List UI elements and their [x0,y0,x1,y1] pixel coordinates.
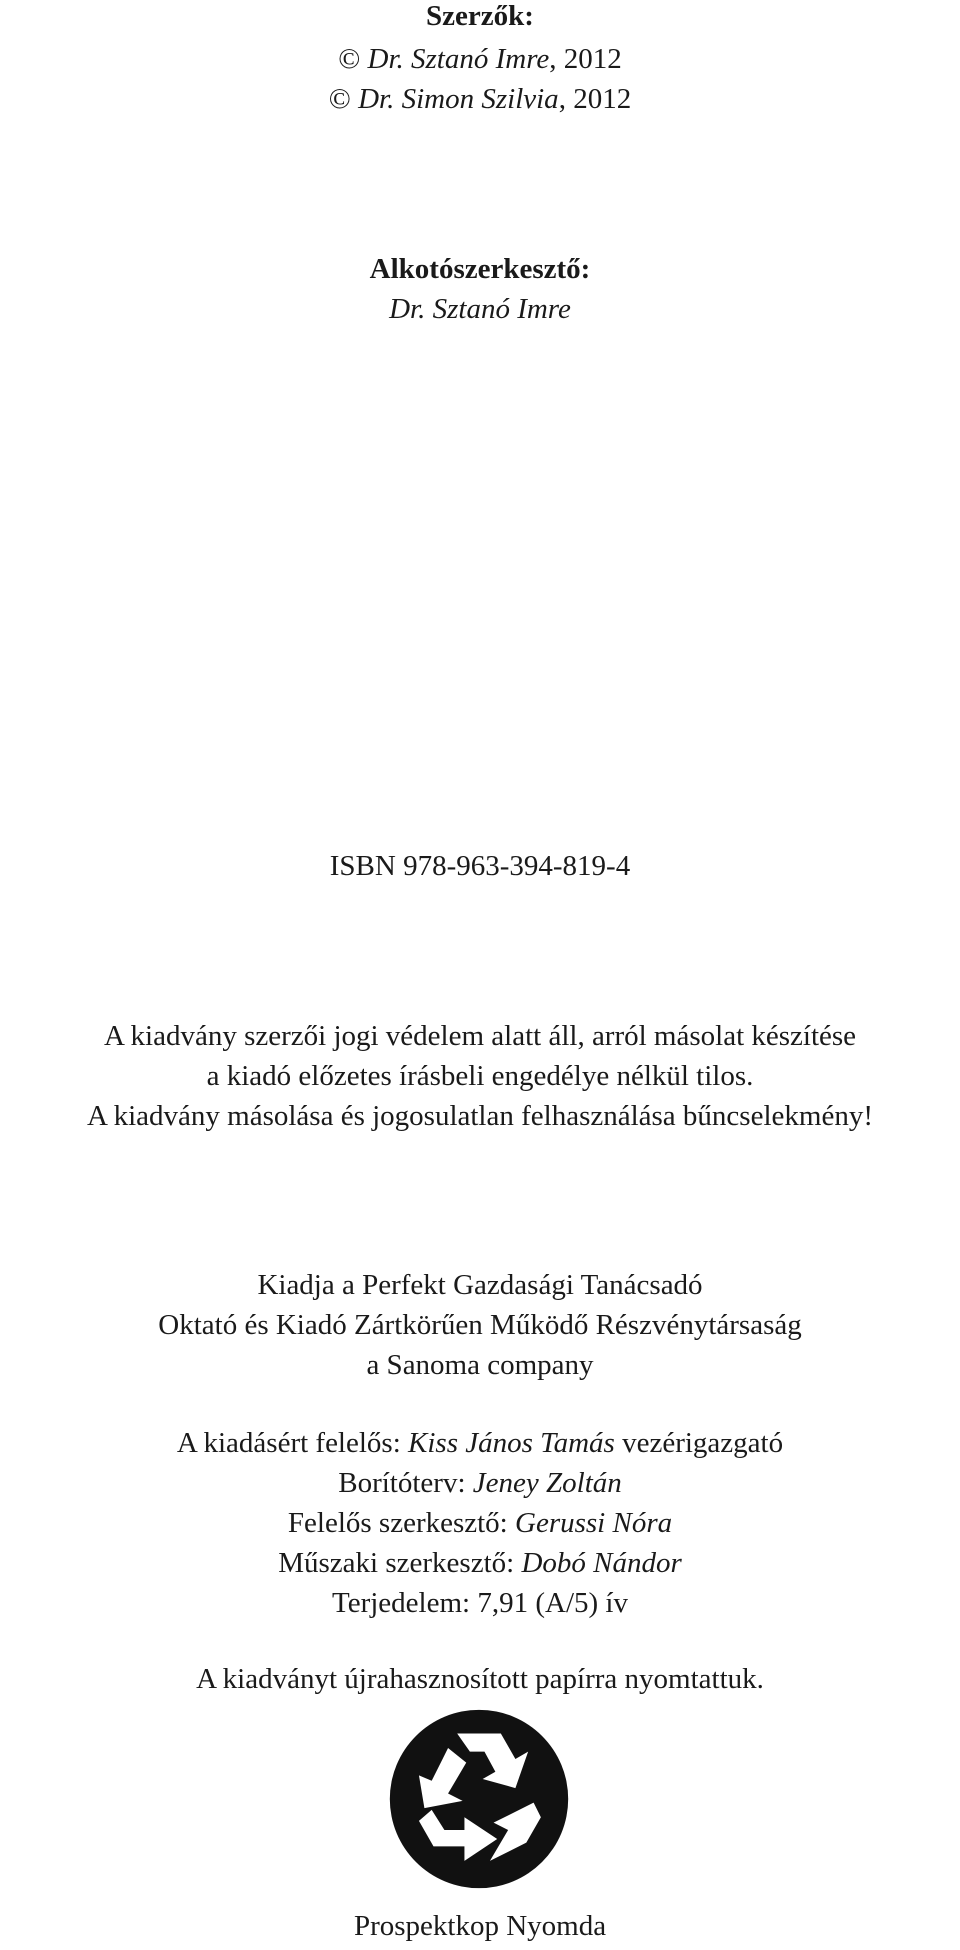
author-name-2: Dr. Simon Szilvia [358,83,559,115]
credit-responsible-role: vezérigazgató [614,1427,784,1459]
credit-cover-label: Borítóterv: [338,1467,473,1499]
credit-technical-name: Dobó Nándor [521,1547,682,1579]
authors-heading: Szerzők: [426,0,534,32]
credit-responsible-label: A kiadásért felelős: [176,1427,409,1459]
credit-responsible [0,1425,960,1461]
printer: Prospektkop Nyomda [353,1910,607,1942]
publisher-line-3: a Sanoma company [366,1349,594,1381]
recycle-icon [388,1708,570,1890]
copyright-notice-line-2: a kiadó előzetes írásbeli engedélye nélkül tilos. [206,1060,754,1092]
copyright-notice-line-1: A kiadvány szerzői jogi védelem alatt áll, arról másolat készítése [103,1020,857,1052]
credit-cover-name: Jeney Zoltán [472,1467,622,1499]
editor-name: Dr. Sztanó Imre [389,293,571,325]
publisher-line-1: Kiadja a Perfekt Gazdasági Tanácsadó [257,1269,703,1301]
editor-heading: Alkotószerkesztő: [369,253,591,285]
publisher-line-2: Oktató és Kiadó Zártkörűen Működő Részvénytársaság [158,1309,802,1341]
copyright-symbol: © [328,83,351,115]
recycled-note: A kiadványt újrahasznosított papírra nyomtattuk. [196,1663,764,1695]
credit-editor-name: Gerussi Nóra [515,1507,673,1539]
author-year-1: , 2012 [549,43,622,75]
author-line-1 [0,41,960,77]
copyright-symbol: © [338,43,361,75]
credit-editor-label: Felelős szerkesztő: [287,1507,515,1539]
author-year-2: , 2012 [558,83,632,115]
author-name-1: Dr. Sztanó Imre [367,43,550,75]
credit-technical-label: Műszaki szerkesztő: [278,1547,522,1579]
credit-technical [0,1545,960,1581]
isbn: ISBN 978-963-394-819-4 [329,850,631,882]
credit-editor [0,1505,960,1541]
copyright-notice-line-3: A kiadvány másolása és jogosulatlan felhasználása bűncselekmény! [87,1100,873,1132]
author-line-2 [0,81,960,117]
credit-cover [0,1465,960,1501]
credit-extent: Terjedelem: 7,91 (A/5) ív [332,1587,628,1619]
credit-responsible-name: Kiss János Tamás [408,1427,615,1459]
